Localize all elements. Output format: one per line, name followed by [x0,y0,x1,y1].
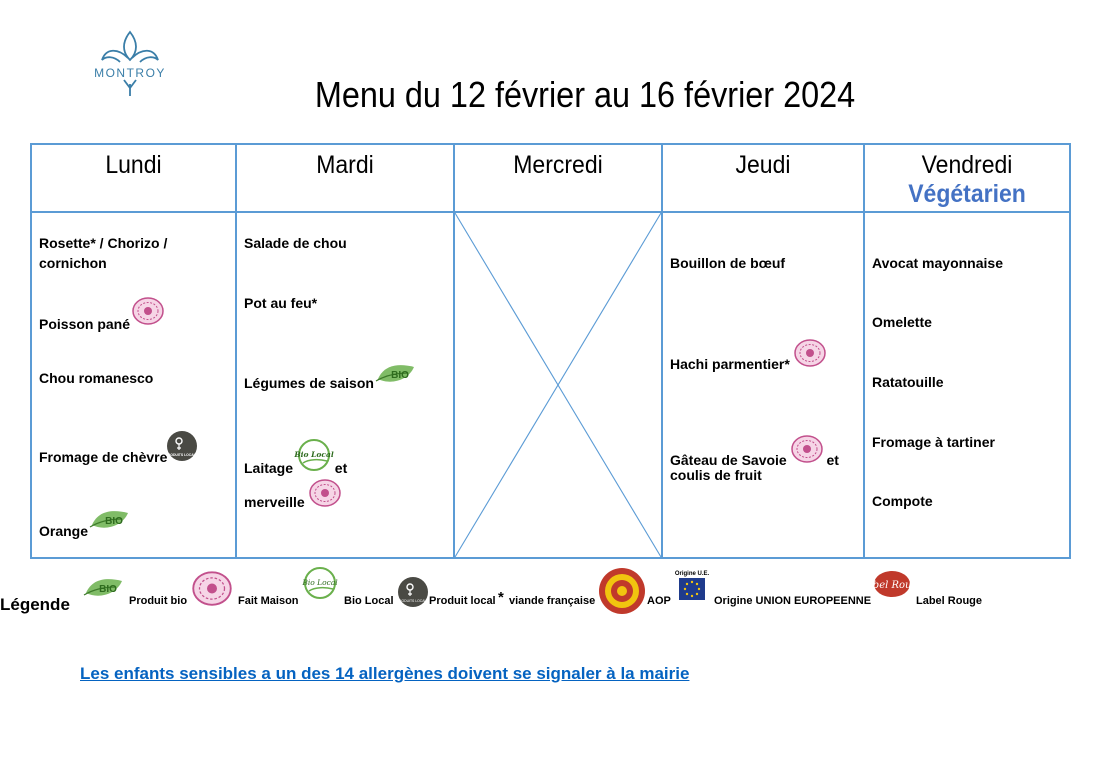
fait-maison-icon [132,297,164,330]
legend-label: Bio Local [344,595,394,607]
bio-local-icon [294,439,334,476]
bio-icon-text: BIO [99,584,117,595]
legend-label: Produit bio [129,595,188,607]
brand-name: MONTROY [94,66,166,80]
menu-item: coulis de fruit [670,467,762,483]
menu-item-text: Fromage de chèvre [39,449,168,466]
menu-item: Rosette* / Chorizo / cornichon [39,235,168,271]
produit-local-icon-text: PRODUITS LOCAUX [396,599,430,603]
bio-local-icon-text: Bio Local [294,450,334,459]
menu-item: Pot au feu* [244,295,318,311]
bio-icon [82,575,126,606]
legend-asterisk: * [498,589,504,606]
menu-item-suffix: et [826,452,839,469]
menu-item: Omelette [872,314,932,330]
produit-local-icon [396,577,430,612]
header-mardi [236,144,454,212]
page-title: Menu du 12 février au 16 février 2024 [314,74,856,115]
menu-items-row [31,212,1070,558]
day-name: Jeudi [735,151,791,179]
menu-item: Salade de chou [244,235,347,251]
bio-local-icon-text: Bio Local [302,578,338,587]
bio-icon [374,361,418,392]
menu-item-text: Hachi parmentier* [670,356,790,373]
label-rouge-icon [860,569,924,604]
menu-item: Compote [872,493,933,509]
day-name: Vendredi [921,151,1013,179]
aop-icon [598,567,646,620]
menu-item-text: Gâteau de Savoie [670,452,787,469]
menu-item: Fromage à tartiner [872,434,995,450]
fait-maison-icon [791,435,823,468]
menu-item [39,517,132,548]
menu-cell-vendredi [864,212,1070,558]
menu-item-text: Légumes de saison [244,375,374,392]
header-mercredi [454,144,662,212]
day-name: Mercredi [513,151,603,179]
legend-label: Label Rouge [916,595,983,607]
legend-label: Origine UNION EUROPEENNE [714,595,872,607]
legend-title: Légende [0,595,70,614]
menu-cell-lundi [31,212,236,558]
menu-item-suffix: et [334,460,348,477]
legend-label: AOP [647,595,671,607]
fait-maison-icon [794,339,826,372]
menu-item [244,369,418,400]
menu-item [39,441,201,476]
legend-label: Produit local [429,595,496,607]
bio-icon-text: BIO [391,370,409,381]
menu-table [30,143,1071,559]
menu-item: Chou romanesco [39,370,154,386]
header-vendredi [864,144,1070,212]
menu-item: Ratatouille [872,374,944,390]
menu-item: Bouillon de bœuf [670,255,786,271]
origine-ue-icon-text: Origine U.E. [674,571,710,577]
menu-item-text: merveille [244,494,305,511]
produit-local-icon-text: PRODUITS LOCAUX [166,453,199,457]
header-lundi [31,144,236,212]
fait-maison-icon [309,479,341,512]
label-rouge-icon-text: Label Rouge [860,580,924,591]
menu-cell-jeudi [662,212,864,558]
menu-item [39,309,166,342]
bio-local-icon [303,567,337,604]
menu-item-text: Poisson pané [39,316,131,333]
fait-maison-icon [192,571,232,612]
menu-item: Avocat mayonnaise [872,255,1003,271]
legend-label: viande française [509,595,596,607]
bio-icon [88,507,132,538]
allergen-notice-link[interactable]: Les enfants sensibles a un des 14 allergènes doivent se signaler à la mairie [80,664,690,683]
day-header-row [31,144,1070,212]
header-jeudi [662,144,864,212]
legend-label: Fait Maison [238,595,299,607]
menu-item-text: Laitage [244,460,294,477]
menu-cell-mercredi [454,212,662,558]
vegetarian-label: Végétarien [908,180,1026,208]
closed-day-cross [455,213,661,557]
origine-ue-icon [672,571,712,600]
menu-item [670,349,826,382]
menu-item [244,487,341,520]
day-name: Lundi [105,151,162,179]
menu-cell-mardi [236,212,454,558]
legend [0,571,1098,615]
menu-item-text: Orange [39,523,89,540]
bio-icon-text: BIO [105,516,123,527]
day-name: Mardi [316,151,374,179]
produit-local-icon [165,431,199,466]
